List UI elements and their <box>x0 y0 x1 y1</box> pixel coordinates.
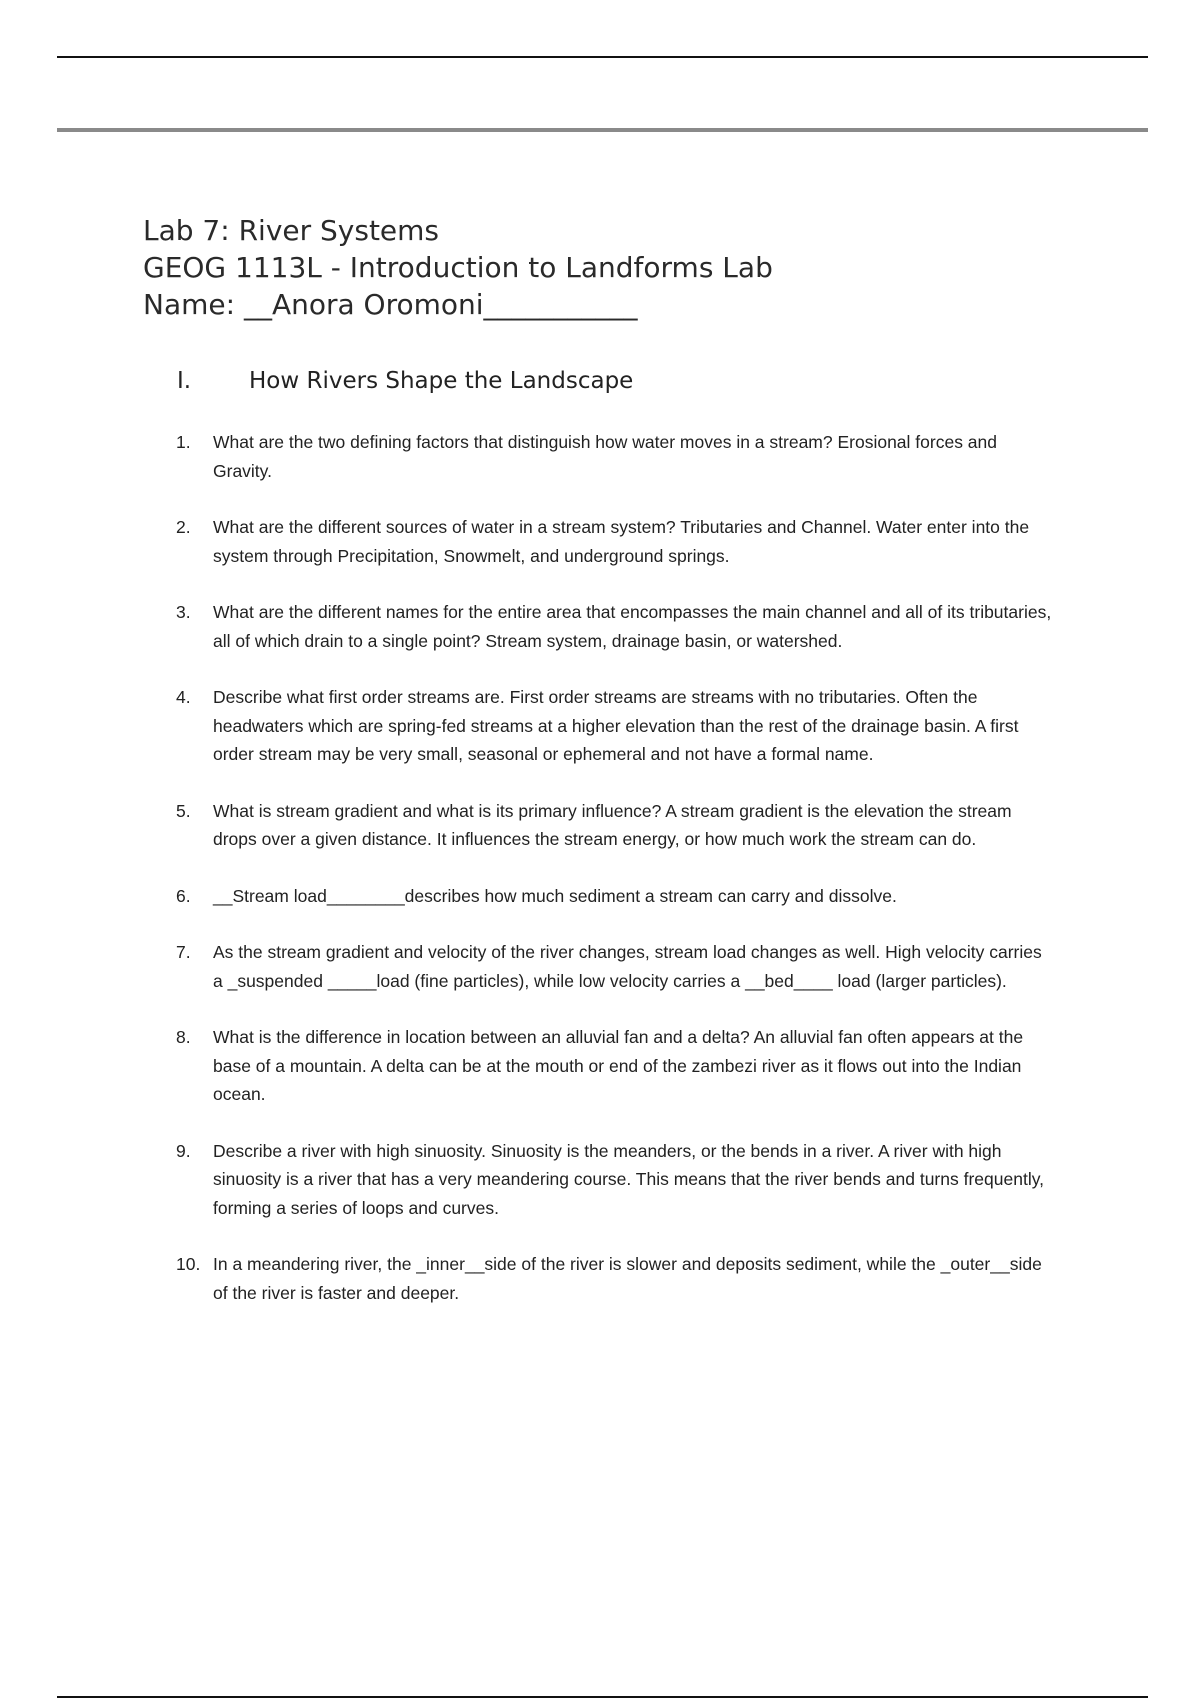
section-title: How Rivers Shape the Landscape <box>249 368 634 394</box>
question-number: 2. <box>176 517 191 537</box>
question-text: __Stream load________describes how much sediment a stream can carry and dissolve. <box>213 885 897 906</box>
section-number: I. <box>177 368 192 394</box>
top-rule <box>57 56 1148 58</box>
question-number: 4. <box>176 687 191 707</box>
question-text: What are the two defining factors that distinguish how water moves in a stream? Erosional forces and Gravity. <box>213 432 998 481</box>
question-7 <box>176 938 1056 995</box>
question-list <box>176 428 1056 1335</box>
question-6 <box>176 882 1056 911</box>
question-4 <box>176 683 1056 769</box>
question-number: 1. <box>176 432 191 452</box>
course-title: GEOG 1113L - Introduction to Landforms Lab <box>143 251 773 284</box>
question-text: As the stream gradient and velocity of the river changes, stream load changes as well. High velocity carries a _suspended _____load (fine particles), while low velocity carries a __bed____ load (larger particles). <box>213 942 1042 991</box>
question-number: 3. <box>176 602 191 622</box>
question-text: What are the different sources of water in a stream system? Tributaries and Channel. Water enter into the system through Precipitation, Snowmelt, and underground springs. <box>213 517 1030 566</box>
question-text: What is the difference in location between an alluvial fan and a delta? An alluvial fan often appears at the base of a mountain. A delta can be at the mouth or end of the zambezi river as it flows out into the Indian ocean. <box>213 1027 1024 1104</box>
question-1 <box>176 428 1056 485</box>
question-text: In a meandering river, the _inner__side of the river is slower and deposits sediment, while the _outer__side of the river is faster and deeper. <box>213 1254 1042 1303</box>
question-number: 6. <box>176 885 191 906</box>
lab-title: Lab 7: River Systems <box>143 214 440 247</box>
question-text: Describe a river with high sinuosity. Sinuosity is the meanders, or the bends in a river. A river with high sinuosity is a river that has a very meandering course. This means that the river bends and turns frequently, forming a series of loops and curves. <box>213 1140 1045 1218</box>
question-5 <box>176 797 1056 854</box>
question-number: 8. <box>176 1027 191 1047</box>
document-header <box>143 212 773 323</box>
question-10 <box>176 1250 1056 1307</box>
student-name: Name: __Anora Oromoni___________ <box>143 288 638 321</box>
question-number: 10. <box>176 1254 201 1274</box>
question-3 <box>176 598 1056 655</box>
question-9 <box>176 1137 1056 1223</box>
question-number: 7. <box>176 942 191 962</box>
bottom-rule <box>57 1696 1148 1698</box>
question-number: 5. <box>176 800 191 821</box>
question-text: What is stream gradient and what is its primary influence? A stream gradient is the elevation the stream drops over a given distance. It influences the stream energy, or how much work the stream can do. <box>213 800 1012 849</box>
header-divider <box>57 128 1148 132</box>
section-heading <box>177 368 633 394</box>
question-2 <box>176 513 1056 570</box>
question-text: Describe what first order streams are. First order streams are streams with no tributaries. Often the headwaters which are spring-fed streams at a higher elevation than the rest of the drainage basin. A first order stream may be very small, seasonal or ephemeral and not have a formal name. <box>213 687 1019 764</box>
question-number: 9. <box>176 1140 191 1161</box>
question-8 <box>176 1023 1056 1109</box>
question-text: What are the different names for the entire area that encompasses the main channel and all of its tributaries, all of which drain to a single point? Stream system, drainage basin, or watershed. <box>213 602 1052 651</box>
